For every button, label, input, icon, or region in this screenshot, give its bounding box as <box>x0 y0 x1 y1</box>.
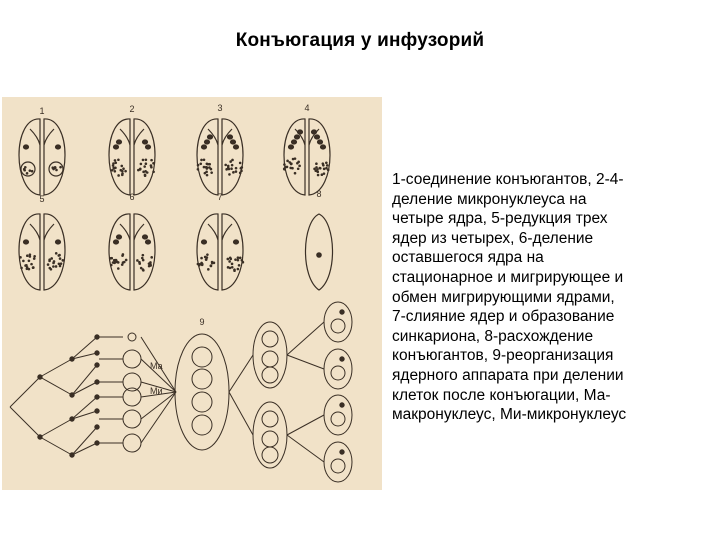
macronucleus-granule <box>198 264 201 267</box>
macronucleus-granule <box>199 162 202 165</box>
micronucleus-label: Ми <box>150 386 163 396</box>
macronucleus-granule <box>47 263 50 266</box>
micronucleus <box>312 130 317 134</box>
lineage-branch <box>72 443 97 455</box>
lineage-branch <box>287 415 324 435</box>
micronucleus <box>205 140 210 144</box>
macronucleus-granule <box>54 166 57 169</box>
oral-groove <box>44 224 54 240</box>
macronucleus-granule <box>142 254 145 257</box>
micronucleus <box>146 240 151 244</box>
macronucleus-granule <box>145 162 148 165</box>
macronucleus-granule <box>55 169 58 172</box>
macronucleus-granule <box>207 268 210 271</box>
lineage-node <box>38 375 42 379</box>
caption-line: стационарное и мигрирующее и <box>392 268 624 286</box>
lineage-branch <box>40 377 72 395</box>
panel-number: 4 <box>304 103 310 113</box>
macronucleus-granule <box>59 166 62 169</box>
macronucleus-granule <box>242 261 245 264</box>
nucleus <box>123 350 141 368</box>
macronucleus-granule <box>33 257 36 260</box>
daughter-cell <box>253 322 287 388</box>
conjugant-cell-right <box>222 214 243 290</box>
macronucleus-granule <box>239 257 242 260</box>
macronucleus-granule <box>22 260 25 263</box>
macronucleus-granule <box>149 264 152 267</box>
panel-number: 5 <box>39 194 45 204</box>
lineage-branch <box>229 392 253 435</box>
macronucleus-granule <box>112 162 115 165</box>
macronucleus-granule <box>59 257 62 260</box>
micronucleus <box>143 140 148 144</box>
lineage-branch <box>10 377 40 407</box>
micronucleus <box>298 130 303 134</box>
macronucleus-granule <box>109 257 112 260</box>
slide-title: Конъюгация у инфузорий <box>235 30 485 51</box>
granddaughter-cell <box>324 395 352 435</box>
macronucleus-granule <box>53 260 56 263</box>
macronucleus-granule <box>142 159 145 162</box>
macronucleus-granule <box>323 168 326 171</box>
micronucleus <box>56 145 61 149</box>
nucleus <box>192 392 212 412</box>
macronucleus-granule <box>203 158 206 161</box>
macronucleus-granule <box>225 168 228 171</box>
lineage-branch <box>72 411 97 419</box>
macronucleus-granule <box>140 163 143 166</box>
nucleus <box>192 347 212 367</box>
lineage-node <box>38 435 42 439</box>
macronucleus-granule <box>152 162 155 165</box>
macronucleus-granule <box>206 162 209 165</box>
micronucleus <box>234 240 239 244</box>
panel-number: 8 <box>316 189 322 199</box>
macronucleus-granule <box>50 268 53 271</box>
nucleus <box>262 331 278 347</box>
macronucleus-granule <box>50 257 53 260</box>
macronucleus-granule <box>117 261 120 264</box>
macronucleus-granule <box>30 263 33 266</box>
macronucleus-granule <box>230 167 233 170</box>
macronucleus-granule <box>57 254 60 257</box>
macronucleus-granule <box>142 259 145 262</box>
macronucleus-granule <box>204 256 207 259</box>
nucleus <box>331 366 345 380</box>
macronucleus-granule <box>227 165 230 168</box>
macronucleus-granule <box>120 165 123 168</box>
macronucleus-granule <box>33 255 36 258</box>
macronucleus-granule <box>205 258 208 261</box>
macronucleus-granule <box>229 160 232 163</box>
panel-number: 1 <box>39 106 45 116</box>
lineage-branch <box>40 359 72 377</box>
conjugant-cell-left <box>109 214 130 290</box>
macronucleus-granule <box>322 164 325 167</box>
oral-groove <box>222 224 232 240</box>
panel-number: 9 <box>199 317 205 327</box>
lineage-branch <box>72 382 97 395</box>
macronucleus-granule <box>283 168 286 171</box>
lineage-node <box>95 351 99 355</box>
macronucleus-granule <box>121 172 124 175</box>
lineage-node <box>70 417 74 421</box>
macronucleus-granule <box>228 168 231 171</box>
conjugant-cell-left <box>19 214 40 290</box>
macronucleus-granule <box>114 170 117 173</box>
macronucleus-granule <box>315 162 318 165</box>
lineage-branch <box>72 427 97 455</box>
micronucleus <box>318 140 323 144</box>
macronucleus-granule <box>114 159 117 162</box>
lineage-node <box>95 441 99 445</box>
macronucleus-granule <box>125 259 128 262</box>
lineage-branch <box>72 397 97 419</box>
macronucleus-granule <box>117 267 120 270</box>
macronucleus-granule <box>28 259 31 262</box>
macronucleus-granule <box>114 161 117 164</box>
caption-line: макронуклеус, Ми-микронуклеус <box>392 406 627 424</box>
macronucleus-granule <box>210 264 213 267</box>
macronucleus-granule <box>213 262 216 265</box>
micronucleus <box>340 403 344 407</box>
macronucleus-granule <box>205 166 208 169</box>
macronucleus-label: Ма <box>150 361 163 371</box>
micronucleus <box>143 235 148 239</box>
macronucleus-granule <box>229 267 232 270</box>
macronucleus-granule <box>112 261 115 264</box>
macronucleus-granule <box>210 168 213 171</box>
nucleus <box>128 333 136 341</box>
nucleus <box>262 447 278 463</box>
macronucleus-granule <box>201 264 204 267</box>
nucleus <box>331 319 345 333</box>
caption-line: обмен мигрирующими ядрами, <box>392 288 615 306</box>
lineage-node <box>95 380 99 384</box>
macronucleus-granule <box>297 161 300 164</box>
lineage-branch <box>287 322 324 355</box>
lineage-branch <box>141 392 176 443</box>
conjugant-cell-right <box>44 119 65 195</box>
macronucleus-granule <box>294 172 297 175</box>
lineage-node <box>95 363 99 367</box>
macronucleus-granule <box>51 166 54 169</box>
conjugant-cell-right <box>134 119 155 195</box>
macronucleus-granule <box>321 173 324 176</box>
granddaughter-cell <box>324 442 352 482</box>
caption-line: клеток после конъюгации, Ма- <box>392 386 611 404</box>
micronucleus <box>114 240 119 244</box>
macronucleus-granule <box>143 165 146 168</box>
lineage-node <box>95 335 99 339</box>
nucleus <box>262 351 278 367</box>
macronucleus-granule <box>136 259 139 262</box>
caption-line: ядер из четырех, 6-деление <box>392 229 594 247</box>
nucleus <box>123 410 141 428</box>
micronucleus <box>228 135 233 139</box>
macronucleus-granule <box>19 256 22 259</box>
macronucleus-granule <box>32 266 35 269</box>
macronucleus-granule <box>150 159 153 162</box>
macronucleus-granule <box>26 267 29 270</box>
macronucleus-granule <box>316 168 319 171</box>
conjugant-cell-right <box>44 214 65 290</box>
micronucleus <box>289 145 294 149</box>
lineage-node <box>70 357 74 361</box>
synkaryon <box>317 253 321 257</box>
nucleus <box>192 369 212 389</box>
macronucleus-granule <box>237 256 240 259</box>
caption-line: четыре ядра, 5-редукция трех <box>392 210 608 228</box>
conjugant-cell-left <box>197 119 218 195</box>
oral-groove <box>208 224 218 240</box>
macronucleus-granule <box>297 167 300 170</box>
macronucleus-granule <box>206 174 209 177</box>
lineage-branch <box>40 437 72 455</box>
macronucleus-granule <box>239 172 242 175</box>
macronucleus-granule <box>200 159 203 162</box>
micronucleus <box>114 145 119 149</box>
macronucleus-granule <box>234 258 237 261</box>
micronucleus <box>208 135 213 139</box>
lineage-node <box>95 395 99 399</box>
macronucleus-granule <box>26 254 29 257</box>
macronucleus-granule <box>26 172 29 175</box>
macronucleus-granule <box>138 262 141 265</box>
lineage-node <box>95 425 99 429</box>
macronucleus-granule <box>121 254 124 257</box>
macronucleus-granule <box>144 174 147 177</box>
micronucleus <box>340 310 344 314</box>
micronucleus <box>315 135 320 139</box>
lineage-branch <box>229 355 253 392</box>
macronucleus-granule <box>55 265 58 268</box>
macronucleus-granule <box>240 167 243 170</box>
macronucleus-granule <box>286 166 289 169</box>
macronucleus-granule <box>55 252 58 255</box>
macronucleus-granule <box>237 268 240 271</box>
granddaughter-cell <box>324 302 352 342</box>
oral-groove <box>44 129 54 145</box>
macronucleus-granule <box>231 263 234 266</box>
macronucleus-granule <box>233 268 236 271</box>
macronucleus-granule <box>231 164 234 167</box>
macronucleus-granule <box>20 267 23 270</box>
macronucleus-granule <box>48 260 51 263</box>
caption-line: оставшегося ядра на <box>392 249 544 267</box>
macronucleus-granule <box>290 162 293 165</box>
lineage-node <box>70 393 74 397</box>
macronucleus-granule <box>150 256 153 259</box>
caption-line: синкариона, 8-расхождение <box>392 327 594 345</box>
micronucleus <box>117 140 122 144</box>
macronucleus-granule <box>205 171 208 174</box>
macronucleus-granule <box>286 160 289 163</box>
caption-line: 7-слияние ядер и образование <box>392 308 615 326</box>
macronucleus-granule <box>150 166 153 169</box>
daughter-cell <box>253 402 287 468</box>
panel-number: 2 <box>129 104 135 114</box>
macronucleus-granule <box>117 158 120 161</box>
macronucleus-granule <box>237 259 240 262</box>
macronucleus-granule <box>145 158 148 161</box>
micronucleus <box>56 240 61 244</box>
macronucleus-granule <box>224 164 227 167</box>
nucleus <box>331 459 345 473</box>
nucleus <box>262 411 278 427</box>
macronucleus-granule <box>110 264 113 267</box>
macronucleus-granule <box>239 162 242 165</box>
macronucleus-granule <box>235 167 238 170</box>
micronucleus <box>340 357 344 361</box>
micronucleus <box>202 240 207 244</box>
caption-line: 1-соединение конъюгантов, 2-4- <box>392 171 624 188</box>
macronucleus-granule <box>200 257 203 260</box>
micronucleus <box>321 145 326 149</box>
nucleus <box>331 412 345 426</box>
macronucleus-granule <box>292 158 295 161</box>
macronucleus-granule <box>226 258 229 261</box>
conjugant-cell-left <box>197 214 218 290</box>
conjugant-cell-left <box>109 119 130 195</box>
macronucleus-granule <box>318 167 321 170</box>
macronucleus-granule <box>206 253 209 256</box>
exconjugant-cell <box>305 214 332 290</box>
micronucleus <box>24 145 29 149</box>
lineage-branch <box>287 435 324 462</box>
micronucleus <box>24 240 29 244</box>
macronucleus-granule <box>140 267 143 270</box>
macronucleus-granule <box>139 168 142 171</box>
macronucleus-granule <box>122 167 125 170</box>
nucleus <box>262 367 278 383</box>
lineage-branch <box>40 419 72 437</box>
macronucleus-granule <box>327 169 330 172</box>
macronucleus-granule <box>60 262 63 265</box>
micronucleus <box>117 235 122 239</box>
macronucleus-granule <box>229 256 232 259</box>
macronucleus-granule <box>197 168 200 171</box>
macronucleus-granule <box>317 174 320 177</box>
micronucleus <box>231 140 236 144</box>
panel-number: 3 <box>217 103 223 113</box>
macronucleus-granule <box>114 167 117 170</box>
micronucleus <box>146 145 151 149</box>
macronucleus-granule <box>25 264 28 267</box>
conjugant-cell-right <box>222 119 243 195</box>
macronucleus-granule <box>283 163 286 166</box>
macronucleus-granule <box>29 253 32 256</box>
oral-groove <box>30 129 40 145</box>
macronucleus-granule <box>313 168 316 171</box>
macronucleus-granule <box>298 165 301 168</box>
macronucleus-granule <box>31 170 34 173</box>
macronucleus-granule <box>232 171 235 174</box>
macronucleus-granule <box>326 164 329 167</box>
macronucleus-granule <box>228 260 231 263</box>
macronucleus-granule <box>29 169 32 172</box>
lineage-branch <box>287 355 324 369</box>
lineage-branch <box>10 407 40 437</box>
conjugant-cell-right <box>134 214 155 290</box>
granddaughter-cell <box>324 349 352 389</box>
lineage-node <box>95 409 99 413</box>
macronucleus-granule <box>152 170 155 173</box>
macronucleus-granule <box>228 173 231 176</box>
panel-number: 7 <box>217 192 223 202</box>
macronucleus-granule <box>122 261 125 264</box>
macronucleus-granule <box>124 170 127 173</box>
macronucleus-granule <box>142 171 145 174</box>
caption-line: деление микронуклеуса на <box>392 190 587 208</box>
macronucleus-granule <box>62 259 65 262</box>
macronucleus-granule <box>119 169 122 172</box>
macronucleus-granule <box>115 259 118 262</box>
macronucleus-granule <box>52 265 55 268</box>
lineage-node <box>70 453 74 457</box>
macronucleus-granule <box>117 174 120 177</box>
caption-line: ядерного аппарата при делении <box>392 366 624 384</box>
caption-line: конъюгантов, 9-реорганизация <box>392 347 614 365</box>
nucleus <box>192 415 212 435</box>
macronucleus-granule <box>231 266 234 269</box>
macronucleus-granule <box>291 167 294 170</box>
oral-groove <box>30 224 40 240</box>
micronucleus <box>340 450 344 454</box>
caption-text <box>392 170 702 425</box>
macronucleus-granule <box>238 264 241 267</box>
panel-number: 6 <box>129 192 135 202</box>
nucleus <box>262 431 278 447</box>
conjugation-illustration <box>2 97 382 490</box>
conjugant-cell-left <box>19 119 40 195</box>
macronucleus-granule <box>197 164 200 167</box>
macronucleus-granule <box>235 170 238 173</box>
macronucleus-granule <box>24 166 27 169</box>
macronucleus-granule <box>23 169 26 172</box>
micronucleus <box>292 140 297 144</box>
macronucleus-granule <box>146 171 149 174</box>
macronucleus-granule <box>325 162 328 165</box>
macronucleus-granule <box>210 171 213 174</box>
nucleus <box>123 434 141 452</box>
micronucleus <box>295 135 300 139</box>
micronucleus <box>202 145 207 149</box>
micronucleus <box>234 145 239 149</box>
lineage-branch <box>72 365 97 395</box>
